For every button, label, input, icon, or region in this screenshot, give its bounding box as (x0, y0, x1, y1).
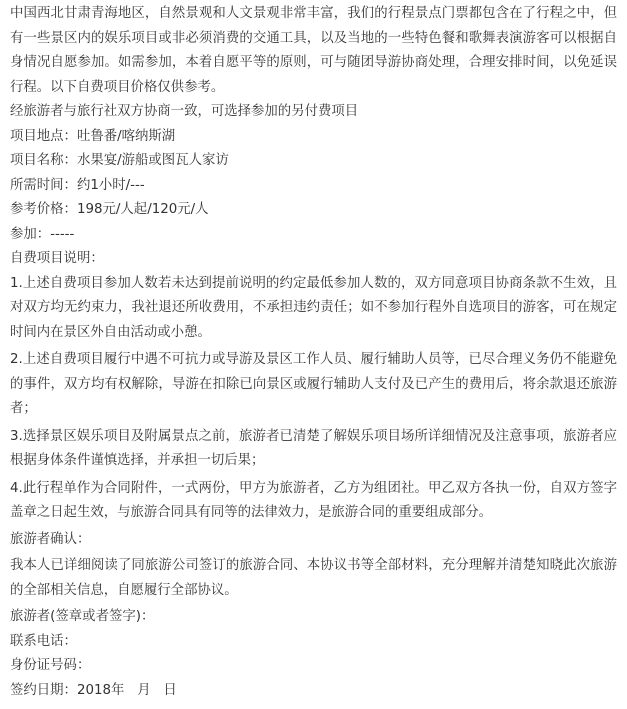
note-item: 4.此行程单作为合同附件，一式两份，甲方为旅游者，乙方为组团社。甲乙双方各执一份，自双方签字盖章之日起生效，与旅游合同具有同等的法律效力，是旅游合同的重要组成部分。 (10, 480, 617, 520)
note-item: 1.上述自费项目参加人数若未达到提前说明的约定最低参加人数的，双方同意项目协商条款不生效，且对双方均无约束力，我社退还所收费用，不承担违约责任；如不参加行程外自选项目的游客，可在规定时间内在景区外自由活动或小憩。 (10, 275, 617, 340)
project-name: 项目名称：水果宴/游船或图瓦人家访 (10, 153, 229, 168)
confirm-text: 我本人已详细阅读了同旅游公司签订的旅游合同、本协议书等全部材料，充分理解并清楚知晓此次旅游的全部相关信息，自愿履行全部协议。 (10, 558, 617, 598)
id-number-line: 身份证号码： (10, 658, 91, 673)
sign-date-line: 签约日期：2018年 月 日 (10, 682, 177, 698)
note-item: 3.选择景区娱乐项目及附属景点之前，旅游者已清楚了解娱乐项目场所详细情况及注意事项，旅游者应根据身体条件谨慎选择，并承担一切后果； (10, 428, 617, 468)
signer-line: 旅游者(签章或者签字)： (10, 609, 155, 624)
note-item: 2.上述自费项目履行中遇不可抗力或导游及景区工作人员、履行辅助人员等，已尽合理义务仍不能避免的事件，双方均有权解除，导游在扣除已向景区或履行辅助人支付及已产生的费用后，将余款退还旅游者； (10, 352, 617, 416)
phone-line: 联系电话： (10, 633, 77, 649)
project-location: 项目地点：吐鲁番/喀纳斯湖 (10, 128, 176, 144)
required-time: 所需时间：约1小时/--- (10, 177, 145, 193)
notes-title: 自费项目说明： (10, 251, 104, 266)
consensus-line: 经旅游者与旅行社双方协商一致，可选择参加的另付费项目 (10, 104, 359, 119)
participation: 参加：----- (10, 226, 75, 242)
intro-paragraph: 中国西北甘肃青海地区，自然景观和人文景观非常丰富，我们的行程景点门票都包含在了行程之中，但有一些景区内的娱乐项目或非必须消费的交通工具，以及当地的一些特色餐和歌舞表演游客可以根据自身情况自愿参加。如需参加，本着自愿平等的原则，可与随团导游协商处理，合理安排时间，以免延误行程。以下自费项目价格仅供参考。 (10, 6, 617, 95)
confirm-title: 旅游者确认： (10, 531, 91, 547)
reference-price: 参考价格：198元/人起/120元/人 (10, 202, 209, 217)
